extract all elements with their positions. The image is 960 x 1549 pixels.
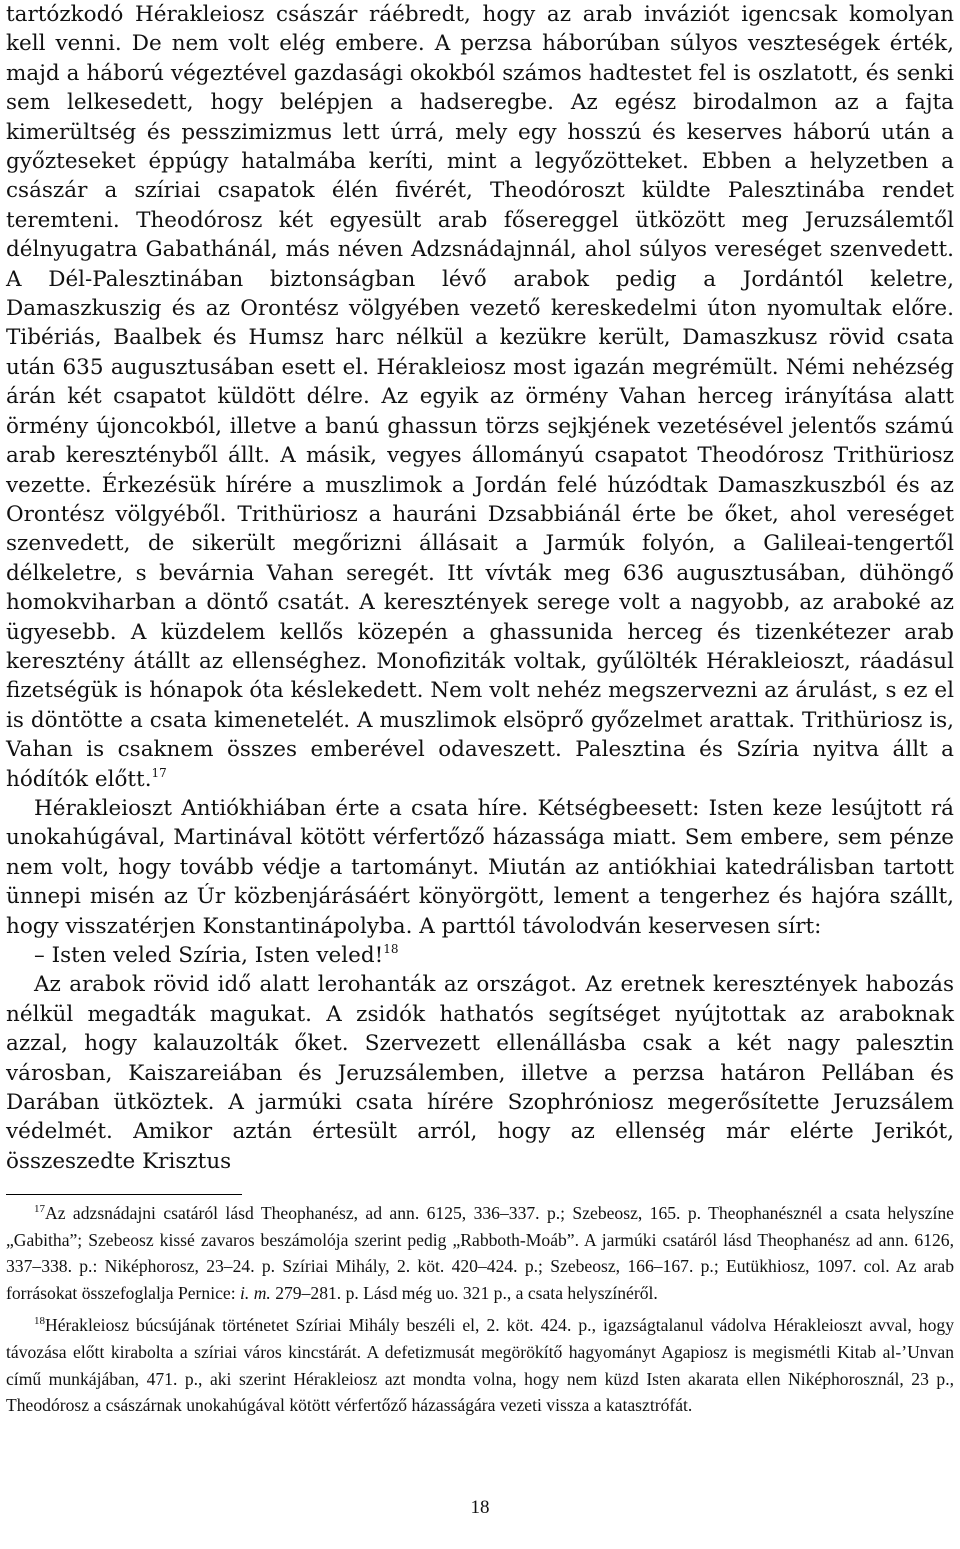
footnote-mark-18: 18 bbox=[34, 1315, 45, 1328]
paragraph-3: Az arabok rövid idő alatt lerohanták az országot. Az eretnek keresztények habozás nélkül megadták magukat. A zsidók hathatós segítséget nyújtottak az araboknak azzal, hogy kalauzolták őket. Szervezett ellenállásba csak a két nagy palesztin városban, Kaiszareiában és Jeruzsálemben, illetve a perzsa határon Pellában és Darában ütköztek. A jarmúki csata hírére Szophróniosz megerősítette Jeruzsálem védelmét. Amikor aztán értesült arról, hogy az ellenség már elérte Jerikót, összeszedte Krisztus bbox=[6, 972, 954, 1174]
footnote-ref-18[interactable]: 18 bbox=[383, 942, 399, 956]
page-number: 18 bbox=[470, 1497, 490, 1518]
footnote-ref-17[interactable]: 17 bbox=[151, 765, 167, 780]
paragraph-2: Hérakleioszt Antiókhiában érte a csata híre. Kétségbeesett: Isten keze lesújtott rá unokahúgával, Martinával kötött vérfertőző házassága miatt. Sem embere, sem pénze nem volt, hogy tovább védje a tartományt. Miután az antiókhiai katedrálisban tartott ünnepi misén az Úr közbenjárásáért könyörgött, lement a tengerhez és hajóra szállt, hogy visszatérjen Konstantinápolyba. A parttól távolodván keservesen sírt: bbox=[6, 795, 954, 939]
footnote-17: $^{17}$Az adzsnádajni csatáról lásd Theophanész, ad ann. 6125, 336–337. p.; Szebeosz, 165. p. Theophanésznél a csata helyszíne „Gabitha”; Szebeosz kissé zavaros beszámolója szerint pedig „Rabboth-Moáb”. A jarmúki csatáról lásd Theophanész ad ann. 6126, 337–338. p.: Niképhorosz, 23–24. p. Szíriai Mihály, 2. köt. 420–424. p.; Szebeosz, 166–167. p.; Eutükhiosz, 1097. col. Az arab forrásokat összefoglalja Pernice: i. m. 279–281. p. Lásd még uo. 321 p., a csata helyszínéről. bbox=[6, 1203, 954, 1303]
footnote-mark-17: 17 bbox=[34, 1203, 45, 1215]
paragraph-1: tartózkodó Hérakleiosz császár ráébredt, hogy az arab inváziót igencsak komolyan kell venni. De nem volt elég embere. A perzsa háborúban súlyos veszteségek érték, majd a háború végeztével gazdasági okokból számos hadtestet fel is oszlatott, és senki sem lelkesedett, hogy belépjen a hadseregbe. Az egész birodalmon az a fajta kimerültség és pesszimizmus lett úrrá, mely egy hosszú és keserves háború után a győzteseket éppúgy hatalmába keríti, mint a legyőzötteket. Ebben a helyzetben a császár a szíriai csapatok élén fivérét, Theodóroszt küldte Palesztinába rendet teremteni. Theodórosz két egyesült arab fősereggel ütközött meg Jeruzsálemtől délnyugatra Gabathánál, más néven Adzsnádajnnál, ahol súlyos vereséget szenvedett. A Dél-Palesztinában biztonságban lévő arabok pedig a Jordántól keletre, Damaszkuszig és az Orontész völgyében vezető kereskedelmi úton nyomultak előre. Tibériás, Baalbek és Humsz harc nélkül a kezükre került, Damaszkusz rövid csata után 635 augusztusában esett el. Hérakleiosz most igazán megrémült. Némi nehézség árán két csapatot küldött délre. Az egyik az örmény Vahan herceg irányítása alatt örmény újoncokból, illetve a banú ghassun törzs sejkjének vezetésével jelentős számú arab keresztényből állt. A másik, vegyes állományú csapatot Theodórosz Trithüriosz vezette. Érkezésük hírére a muszlimok a Jordán felé húzódtak Damaszkuszból és az Orontész völgyéből. Trithüriosz a hauráni Dzsabbiánál érte be őket, ahol vereséget szenvedett, de sikerült megőrizni állásait a Jarmúk folyón, a Galileai-tengertől délkeletre, s bevárnia Vahan seregét. Itt vívták meg 636 augusztusában, dühöngő homokviharban a döntő csatát. A keresztények serege volt a nagyobb, az araboké az ügyesebb. A küzdelem kellős közepén a ghassunida herceg és tizenkétezer arab keresztény átállt az ellenséghez. Monofiziták voltak, gyűlölték Hérakleioszt, ráadásul fizetségük is hónapok óta késlekedett. Nem volt nehéz megszervezni az árulást, s ez el is döntötte a csata kimenetelét. A muszlimok elsöprő győzelmet arattak. Trithüriosz is, Vahan is csaknem összes emberével odaveszett. Palesztina és Szíria nyitva állt a hódítók előtt.$^{17}$ bbox=[6, 2, 954, 792]
footnotes bbox=[6, 1200, 954, 1419]
footnote-18: $^{18}$Hérakleiosz búcsújának történetet Szíriai Mihály beszéli el, 2. köt. 424. p., igazságtalanul vádolva Hérakleioszt avval, hogy távozása előtt kirabolta a szíriai város kincstárát. A defetizmusát megörökítő hagyományt Agapiosz is megismétli Kitab al-’Unvan című munkájában, 471. p., aki szerint Hérakleiosz azt mondta volna, hogy nem küzd Isten akarata ellen Niképhorosznál, 23 p., Theodórosz a császárnak unokahúgával kötött vérfertőző házasságára vezeti vissza a katasztrófát. bbox=[6, 1315, 954, 1416]
main-text bbox=[6, 0, 954, 1176]
quote-line: – Isten veled Szíria, Isten veled!$^{18}$ bbox=[34, 942, 399, 968]
footnote-separator bbox=[6, 1194, 242, 1195]
document-page bbox=[6, 0, 954, 1518]
footnote-italic: i. m. bbox=[240, 1282, 271, 1303]
